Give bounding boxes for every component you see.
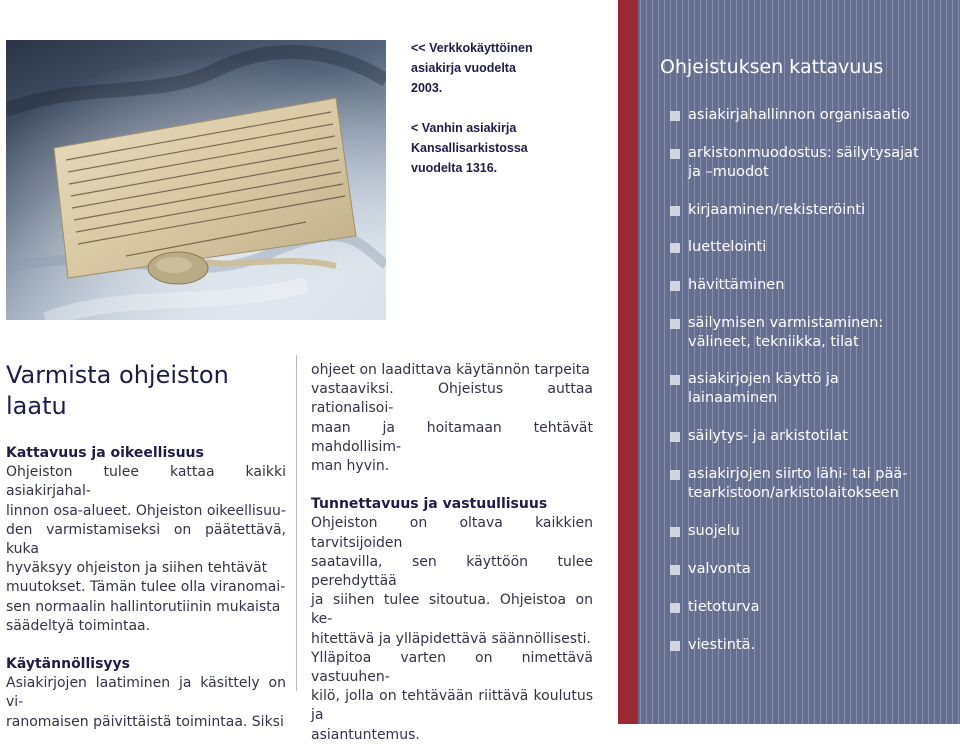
section-heading-coverage: Kattavuus ja oikeellisuus [6, 445, 204, 461]
main-title [6, 360, 229, 422]
coverage-item [670, 427, 940, 446]
square-bullet-icon [670, 603, 680, 613]
parchment-photo [6, 40, 386, 320]
text-column-left [6, 444, 286, 732]
body-line: Ylläpitoa varten on nimettävä vastuuhen- [311, 649, 593, 686]
square-bullet-icon [670, 111, 680, 121]
square-bullet-icon [670, 206, 680, 216]
body-line: man hyvin. [311, 458, 390, 475]
coverage-item [670, 465, 940, 503]
text-column-right [311, 361, 593, 745]
coverage-item-text: valvonta [688, 561, 751, 577]
square-bullet-icon [670, 149, 680, 159]
caption-line: < Vanhin asiakirja [411, 121, 517, 135]
body-line: saatavilla, sen käyttöön tulee perehdyttää [311, 553, 593, 590]
body-line: Ohjeiston tulee kattaa kaikki asiakirjahal- [6, 464, 286, 500]
red-stripe [618, 0, 638, 724]
body-line: Ohjeiston on oltava kaikkien tarvitsijoiden [311, 515, 593, 551]
coverage-item [670, 201, 940, 220]
square-bullet-icon [670, 641, 680, 651]
square-bullet-icon [670, 470, 680, 480]
coverage-item [670, 370, 940, 408]
paragraph-gap [311, 476, 593, 495]
coverage-item-text: asiakirjojen siirto lähi- tai pää- [688, 466, 908, 482]
coverage-item-text: välineet, tekniikka, tilat [688, 334, 859, 350]
coverage-item [670, 144, 940, 182]
body-line: ja siihen tulee sitoutua. Ohjeistoa on ke- [311, 592, 593, 628]
body-line: den varmistamiseksi on päätettävä, kuka [6, 521, 286, 558]
coverage-item-text: asiakirjojen käyttö ja [688, 371, 839, 387]
coverage-item-text: hävittäminen [688, 277, 785, 293]
body-line: säädeltyä toimintaa. [6, 617, 151, 634]
square-bullet-icon [670, 565, 680, 575]
caption-line: vuodelta 1316. [411, 161, 498, 175]
coverage-item-text: säilytys- ja arkistotilat [688, 428, 848, 444]
coverage-item [670, 522, 940, 541]
caption-line: << Verkkokäyttöinen [411, 41, 533, 55]
square-bullet-icon [670, 319, 680, 329]
coverage-item-text: suojelu [688, 523, 740, 539]
section-heading-awareness: Tunnettavuus ja vastuullisuus [311, 496, 548, 513]
body-line: linnon osa-alueet. Ohjeiston oikeellisuu- [6, 502, 286, 519]
body-line: asiantuntemus. [311, 726, 420, 743]
caption-line: asiakirja vuodelta [411, 61, 516, 75]
coverage-item [670, 636, 940, 655]
coverage-item-text: asiakirjahallinnon organisaatio [688, 107, 910, 123]
coverage-item-text: säilymisen varmistaminen: [688, 315, 884, 331]
coverage-item-text: tearkistoon/arkistolaitokseen [688, 485, 899, 501]
coverage-item [670, 276, 940, 295]
body-line: sen normaalin hallintorutiinin mukaista [6, 598, 281, 615]
caption-line: 2003. [411, 81, 443, 95]
body-line: muutokset. Tämän tulee olla viranomai- [6, 579, 286, 596]
caption-line: Kansallisarkistossa [411, 141, 528, 155]
column-divider [296, 355, 297, 691]
coverage-item [670, 598, 940, 617]
coverage-item-text: arkistonmuodostus: säilytysajat [688, 145, 919, 161]
coverage-item-text: kirjaaminen/rekisteröinti [688, 202, 866, 218]
panel-title: Ohjeistuksen kattavuus [660, 56, 884, 78]
section-heading-practicality: Käytännöllisyys [6, 656, 130, 673]
coverage-item-text: luettelointi [688, 239, 767, 255]
body-line: Asiakirjojen laatiminen ja käsittely on vi- [6, 675, 286, 711]
coverage-item-text: tietoturva [688, 599, 760, 615]
square-bullet-icon [670, 375, 680, 385]
body-line: hitettävä ja ylläpidettävä säännöllisesti. [311, 630, 591, 647]
coverage-item-text: lainaaminen [688, 390, 778, 406]
coverage-item [670, 560, 940, 579]
coverage-item [670, 238, 940, 257]
photo-caption [411, 38, 561, 178]
body-line: hyväksyy ohjeiston ja siihen tehtävät [6, 560, 268, 577]
main-title-line: Varmista ohjeiston [6, 361, 229, 389]
coverage-item-text: ja –muodot [688, 164, 769, 180]
caption-gap [411, 98, 561, 118]
body-line: vastaaviksi. Ohjeistus auttaa rationalisoi- [311, 381, 593, 417]
body-line: maan ja hoitamaan tehtävät mahdollisim- [311, 419, 593, 455]
square-bullet-icon [670, 527, 680, 537]
square-bullet-icon [670, 281, 680, 291]
square-bullet-icon [670, 243, 680, 253]
body-line: ohjeet on laadittava käytännön tarpeita [311, 362, 590, 378]
coverage-item [670, 106, 940, 125]
body-line: kilö, jolla on tehtävään riittävä koulutus ja [311, 688, 593, 724]
coverage-item [670, 314, 940, 352]
main-title-line: laatu [6, 392, 67, 420]
body-line: ranomaisen päivittäistä toimintaa. Siksi [6, 713, 284, 730]
paragraph-gap [6, 636, 286, 655]
square-bullet-icon [670, 432, 680, 442]
coverage-item-text: viestintä. [688, 637, 756, 653]
